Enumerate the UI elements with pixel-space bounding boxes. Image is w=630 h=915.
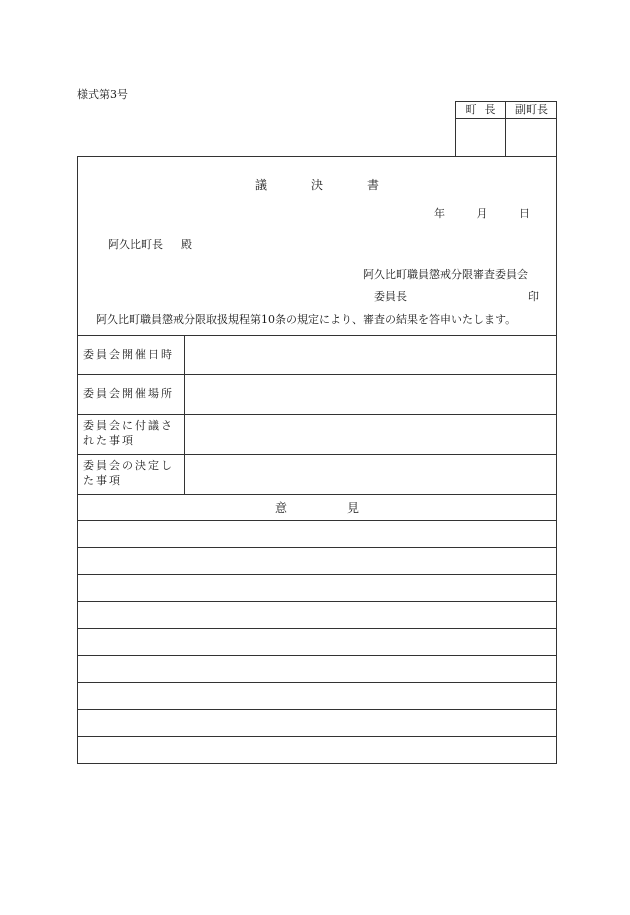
statement: 阿久比町職員懲戒分限取扱規程第10条の規定により、審査の結果を答申いたします。 [96,313,517,326]
opinion-line-6[interactable] [78,656,556,682]
opinion-line-9[interactable] [78,737,556,763]
field-referred-matters[interactable] [185,415,556,454]
date-line [406,205,530,221]
opinion-line-8[interactable] [78,710,556,736]
chair-label: 委員長 [374,290,407,303]
approval-box [455,101,557,157]
opinion-line-5[interactable] [78,629,556,655]
row-label-referred-matters: 委員会に付議された事項 [83,419,174,447]
day-label: 日 [519,207,530,220]
opinion-line-2[interactable] [78,548,556,574]
seal-mark: 印 [528,290,539,303]
addressee [108,236,192,252]
row-label-meeting-place: 委員会開催場所 [83,387,174,400]
approval-label-deputy-mayor: 副町長 [515,103,548,116]
deputy-mayor-seal-cell[interactable] [506,119,557,157]
approval-label-mayor: 町長 [465,103,504,116]
resolution-form [77,156,557,764]
opinion-line-3[interactable] [78,575,556,601]
month-label: 月 [476,207,488,220]
opinion-heading: 意見 [274,501,419,515]
row-label-meeting-datetime: 委員会開催日時 [83,348,174,361]
row-label-decided-matters: 委員会の決定した事項 [83,459,174,487]
field-decided-matters[interactable] [185,455,556,494]
mayor-seal-cell[interactable] [456,119,505,157]
honorific: 殿 [181,238,192,251]
divider [78,494,556,495]
opinion-line-4[interactable] [78,602,556,628]
document-title: 議決書 [254,178,423,192]
addressee-name: 阿久比町長 [108,238,163,251]
field-meeting-datetime[interactable] [185,336,556,374]
opinion-line-7[interactable] [78,683,556,709]
year-label: 年 [434,207,445,220]
opinion-line-1[interactable] [78,521,556,547]
form-number: 様式第3号 [77,88,128,101]
field-meeting-place[interactable] [185,375,556,414]
committee-name: 阿久比町職員懲戒分限審査委員会 [363,268,528,281]
